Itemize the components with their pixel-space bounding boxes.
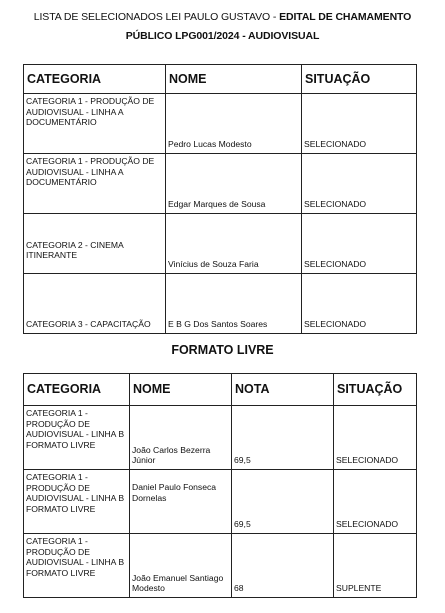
cell-situacao: SELECIONADO <box>302 94 417 154</box>
cell-nota: 69,5 <box>232 470 334 534</box>
header-categoria: CATEGORIA <box>24 65 166 94</box>
cell-categoria: CATEGORIA 1 - PRODUÇÃO DE AUDIOVISUAL - LINHA A DOCUMENTÁRIO <box>24 154 166 214</box>
header-nome: NOME <box>166 65 302 94</box>
cell-categoria: CATEGORIA 2 - CINEMA ITINERANTE <box>24 214 166 274</box>
cell-nome: Edgar Marques de Sousa <box>166 154 302 214</box>
title-bold: EDITAL DE CHAMAMENTO <box>279 11 412 23</box>
cell-situacao: SELECIONADO <box>302 154 417 214</box>
table-row <box>24 274 417 334</box>
header-situacao: SITUAÇÃO <box>302 65 417 94</box>
header-nota: NOTA <box>232 374 334 406</box>
cell-categoria: CATEGORIA 3 - CAPACITAÇÃO <box>24 274 166 334</box>
cell-situacao: SELECIONADO <box>302 214 417 274</box>
cell-nome: Vinícius de Souza Faria <box>166 214 302 274</box>
table-header-row <box>24 374 417 406</box>
cell-nome: João Emanuel Santiago Modesto <box>130 534 232 598</box>
cell-situacao: SELECIONADO <box>334 470 417 534</box>
section-title: FORMATO LIVRE <box>171 343 274 357</box>
cell-categoria: CATEGORIA 1 - PRODUÇÃO DE AUDIOVISUAL - LINHA B FORMATO LIVRE <box>24 470 130 534</box>
header-nome: NOME <box>130 374 232 406</box>
cell-situacao: SELECIONADO <box>334 406 417 470</box>
table-row <box>24 534 417 598</box>
cell-categoria: CATEGORIA 1 - PRODUÇÃO DE AUDIOVISUAL - LINHA A DOCUMENTÁRIO <box>24 94 166 154</box>
table-row <box>24 94 417 154</box>
header-categoria: CATEGORIA <box>24 374 130 406</box>
cell-nota: 69,5 <box>232 406 334 470</box>
header-situacao: SITUAÇÃO <box>334 374 417 406</box>
table-header-row <box>24 65 417 94</box>
formato-livre-table <box>23 373 417 598</box>
selection-table <box>23 64 417 334</box>
document-title-line1 <box>0 11 445 24</box>
table-row <box>24 154 417 214</box>
cell-nome: João Carlos Bezerra Júnior <box>130 406 232 470</box>
cell-nome: Daniel Paulo Fonseca Dornelas <box>130 470 232 534</box>
cell-nome: Pedro Lucas Modesto <box>166 94 302 154</box>
cell-situacao: SELECIONADO <box>302 274 417 334</box>
cell-categoria: CATEGORIA 1 - PRODUÇÃO DE AUDIOVISUAL - LINHA B FORMATO LIVRE <box>24 406 130 470</box>
cell-nota: 68 <box>232 534 334 598</box>
table-row <box>24 214 417 274</box>
table-row <box>24 406 417 470</box>
cell-categoria: CATEGORIA 1 - PRODUÇÃO DE AUDIOVISUAL - LINHA B FORMATO LIVRE <box>24 534 130 598</box>
title-plain: LISTA DE SELECIONADOS LEI PAULO GUSTAVO - <box>33 11 280 23</box>
document-title-line2: PÚBLICO LPG001/2024 - AUDIOVISUAL <box>125 30 320 42</box>
table-row <box>24 470 417 534</box>
cell-nome: E B G Dos Santos Soares <box>166 274 302 334</box>
cell-situacao: SUPLENTE <box>334 534 417 598</box>
